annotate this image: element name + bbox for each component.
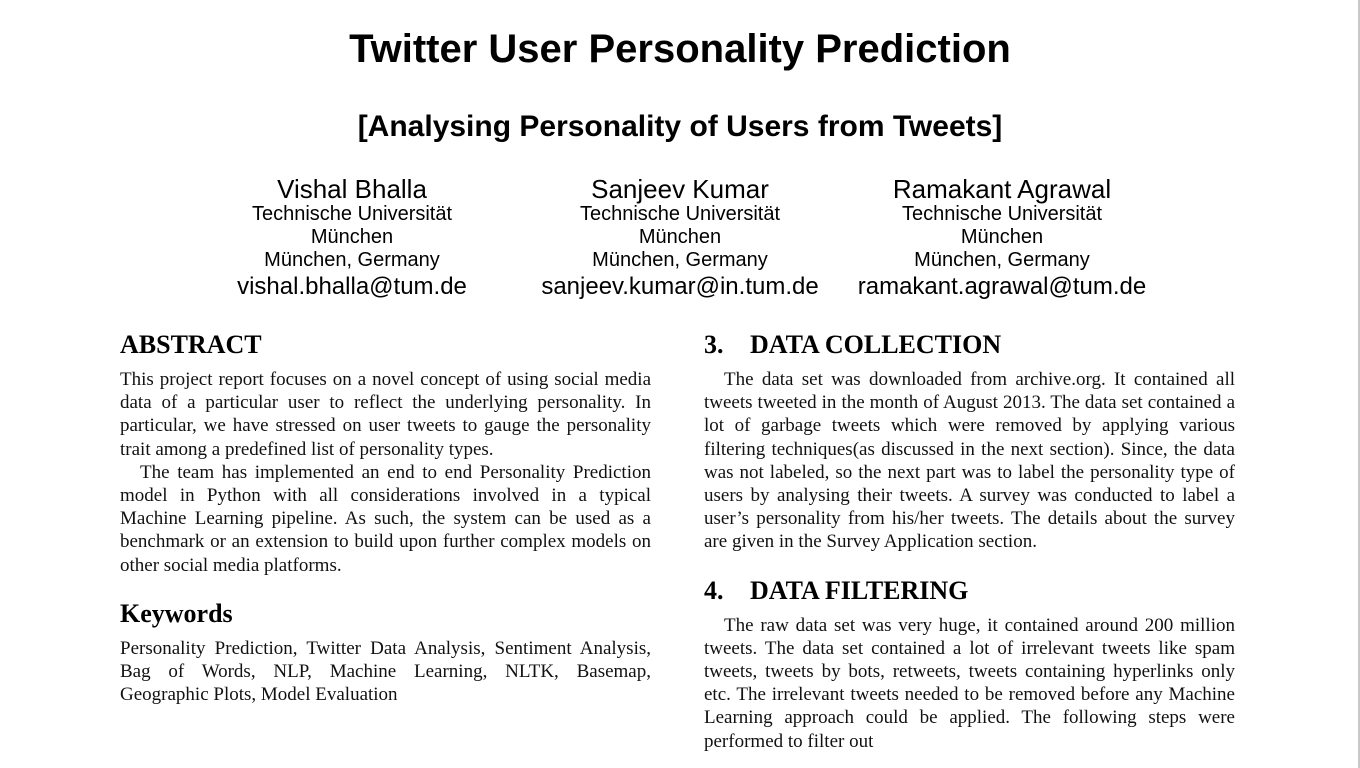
- author-email[interactable]: sanjeev.kumar@in.tum.de: [541, 273, 819, 300]
- keywords-heading: Keywords: [120, 598, 233, 628]
- section-4-title: DATA FILTERING: [750, 575, 969, 605]
- author-affiliation: Technische Universität: [901, 203, 1103, 225]
- section-4-text: The raw data set was very huge, it contained around 200 million tweets. The data set contained a lot of irrelevant tweets like spam tweets, tweets by bots, retweets, tweets containing hyperlinks only etc. The irrelevant tweets needed to be removed before any Machine Learning approach could be applied. The following steps were performed to filter out: [704, 614, 1235, 752]
- abstract-heading: ABSTRACT: [120, 330, 262, 359]
- author-name: Ramakant Agrawal: [892, 174, 1112, 204]
- author-block-1: [187, 175, 517, 301]
- abstract-paragraph-2: The team has implemented an end to end Personality Prediction model in Python with all considerations involved in a typical Machine Learning pipeline. As such, the system can be used as a benchmark or an extension to build upon further complex models on other social media platforms.: [120, 461, 651, 576]
- author-location: München, Germany: [264, 249, 440, 271]
- author-name: Sanjeev Kumar: [591, 174, 769, 204]
- author-block-3: [837, 175, 1167, 301]
- author-affiliation: Technische Universität: [579, 203, 781, 225]
- section-3-number: 3.: [704, 330, 724, 359]
- author-email[interactable]: ramakant.agrawal@tum.de: [857, 273, 1147, 300]
- author-location: München, Germany: [592, 249, 768, 271]
- section-3-heading: [704, 330, 1235, 360]
- author-location: München, Germany: [914, 249, 1090, 271]
- section-4-heading: [704, 576, 1235, 606]
- paper-subtitle: [Analysing Personality of Users from Tweets]: [357, 110, 1003, 143]
- section-3-title: DATA COLLECTION: [750, 330, 1002, 359]
- author-affiliation: Technische Universität: [251, 203, 453, 225]
- paper-title: Twitter User Personality Prediction: [349, 27, 1011, 71]
- abstract-paragraph-1: This project report focuses on a novel concept of using social media data of a particular user to reflect the underlying personality. In particular, we have stressed on user tweets to gauge the personality trait among a predefined list of personality types.: [120, 369, 651, 460]
- author-affiliation-city: München: [638, 226, 722, 248]
- author-email[interactable]: vishal.bhalla@tum.de: [237, 273, 467, 300]
- section-4-number: 4.: [704, 575, 724, 605]
- right-column: [704, 330, 1235, 753]
- author-affiliation-city: München: [310, 226, 394, 248]
- author-block-2: [515, 175, 845, 301]
- author-affiliation-city: München: [960, 226, 1044, 248]
- left-column: [120, 330, 651, 706]
- author-name: Vishal Bhalla: [277, 174, 427, 204]
- section-3-text: The data set was downloaded from archive.org. It contained all tweets tweeted in the month of August 2013. The data set contained a lot of garbage tweets which were removed by applying various filtering techniques(as discussed in the next section). Since, the data was not labeled, so the next part was to label the personality type of users by analysing their tweets. A survey was conducted to label a user’s personality from his/her tweets. The details about the survey are given in the Survey Application section.: [704, 369, 1235, 553]
- keywords-text: Personality Prediction, Twitter Data Analysis, Sentiment Analysis, Bag of Words, NLP, Machine Learning, NLTK, Basemap, Geographic Plots, Model Evaluation: [120, 637, 651, 706]
